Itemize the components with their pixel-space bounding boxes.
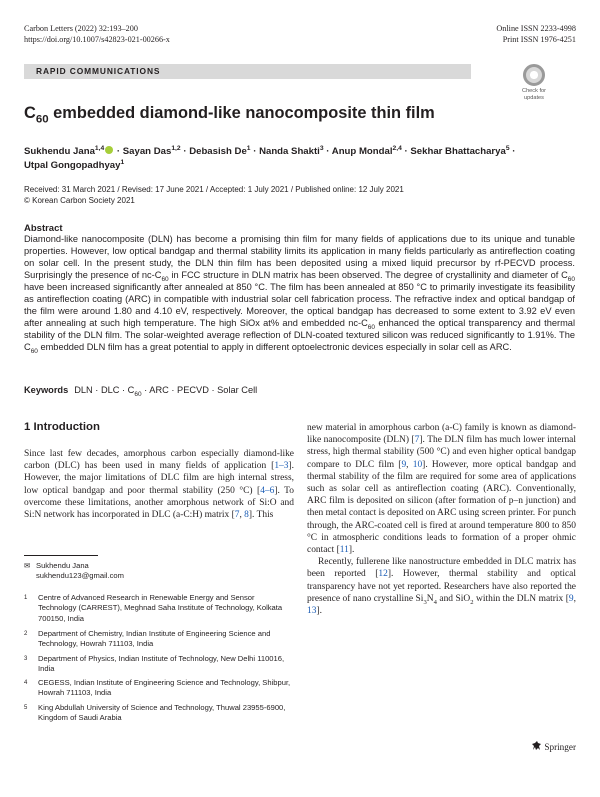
citation-link[interactable]: 11 [339,545,349,556]
citation-link[interactable]: 10 [412,459,423,470]
check-for-updates-button[interactable] [517,64,551,101]
abstract-heading: Abstract [24,223,63,234]
citation-link[interactable]: 4–6 [260,485,275,496]
running-header-right [496,23,576,45]
springer-horse-icon [531,741,542,751]
author-link[interactable]: Sekhar Bhattacharya$^5$ [410,144,510,157]
paragraph: Recently, fullerene like nanostructure embedded in DLC matrix has been reported [12]. However, thermal stability and optical transparency have not yet reported. Researchers have also reported the presence of nano crystalline $Si_3N_4$ and SiO$_2$ within the DLN matrix [9, 13]. [307,557,576,617]
author-link[interactable]: Utpal Gongopadhyay$^1$ [24,158,125,171]
body-column-left [24,448,294,521]
citation-link[interactable]: 9 [401,459,407,470]
running-header-left [24,23,170,45]
author-list: Sukhendu Jana$^{1,4}$ · Sayan Das$^{1,2}$ · Debasish $De^1$ · Nanda Shakti$^3$ · Anup Mondal$^{2,4}$ · Sekhar Bhattacharya$^5$ · Utpal Gongopadhyay$^1$ [24,144,516,171]
citation-link[interactable]: 12 [378,569,388,580]
author-link[interactable]: Sayan Das$^{1,2}$ [122,144,181,157]
footnote-rule [24,555,98,556]
author-link[interactable]: Sukhendu Jana$^{1,4}$ [24,144,105,157]
abstract-text: Diamond-like nanocomposite (DLN) has become a promising thin film for many fields of applications due to its unique and tunable properties. However, low optical bandgap and thermal stability limits its application in many fields particularly as antireflection coating on solar cell. In the present study, the DLN thin film has been deposited using a mixed liquid precursor by rf-PECVD process. Surprisingly the presence of $nc-C_{60}$ in FCC structure in DLN matrix has been observed. The degree of crystallinity and diameter of $C_{60}$ have been increased significantly after annealed at 850 °C. The film has been annealed at 850 °C to primarily investigate its feasibility as antireflection coating (ARC) in compatible with industrial solar cell fabrication process. The refractive index and optical bandgap of the film were around 1.80 and 4.10 eV, respectively. Moreover, the optical bandgap has decreased to some extent to 3.92 eV even after annealing at such high temperature. The high SiOx at% and embedded $nc-C_{60}$ enhanced the optical transparency and thermal stability of the DLN film. The solar-weighted average reflection of DLN-coated textured silicon was reduced significantly to 1.91%. The $C_{60}$ embedded DLN film has a great potential to apply in different optoelectronic devices especially in solar cell as ARC. [24,234,576,356]
date-history: Received: 31 March 2021 / Revised: 17 June 2021 / Accepted: 1 July 2021 / Published online: 12 July 2021 [24,185,404,194]
publisher-logo: Springer [531,741,576,752]
check-updates-icon [523,64,545,86]
contact-email[interactable]: sukhendu123@gmail.com [36,571,124,581]
citation-link[interactable]: 7 [234,510,240,521]
section-heading-introduction: 1 Introduction [24,421,100,433]
author-link[interactable]: Anup Mondal$^{2,4}$ [331,144,402,157]
body-column-right [307,422,576,617]
journal-citation: Carbon Letters (2022) 32:193–200 [24,24,138,33]
copyright: © Korean Carbon Society 2021 [24,195,135,205]
article-title: $C_{60}$ embedded diamond-like nanocomposite thin film [24,104,435,126]
citation-link[interactable]: 13 [307,606,317,617]
check-updates-label: Check for updates [522,88,546,101]
envelope-icon: ✉ [24,561,31,570]
print-issn: Print ISSN 1976-4251 [502,35,576,44]
publication-dates [24,185,574,207]
online-issn: Online ISSN 2233-4998 [496,24,576,33]
citation-link[interactable]: 8 [244,510,249,521]
citation-link[interactable]: 7 [414,435,420,446]
contact-name: Sukhendu Jana [36,561,89,570]
doi-link[interactable]: https://doi.org/10.1007/s42823-021-00266-x [24,35,170,44]
paragraph: Since last few decades, amorphous carbon especially diamond-like carbon (DLC) has been used in many fields of application [1–3]. However, the major limitations of DLC film are high internal stress, low optical bandgap and poor thermal stability (250 °C) [4–6]. To overcome these limitations, another amorphous network of Si:O and Si:N network has incorporated in DLC (a-C:H) matrix [7, 8]. This [24,449,295,521]
keywords: Keywords DLN · DLC · $C_{60}$ · ARC · PECVD · Solar Cell [24,385,258,398]
article-type-banner: RAPID COMMUNICATIONS [24,64,471,79]
corresponding-author [24,561,294,582]
keywords-label: Keywords [24,385,69,395]
orcid-icon[interactable] [105,146,113,154]
paragraph: new material in amorphous carbon (a-C) family is known as diamond-like nanocomposite (DLN) [7]. The DLN film has much lower internal stress, high thermal stability (500 °C) and even higher optical bandgap compare to DLC film [9, 10]. However, more optical bandgap and thermal stability of the film are required for some area of applications such as solar cell as antireflection coating (ARC). Conventionally, ARC film is deposited on silicon (after formation of p–n junction) and then metal contact is deposited on ARC using screen printer. For punch through, the ARC-coated cell is fired at around temperature 800 to 850 °C in atmospheric conditions leads to formation of a proper ohmic contact [11]. [307,423,576,556]
author-link[interactable]: Debasish De$^1$ [189,144,251,157]
author-link[interactable]: Nanda Shakti$^3$ [259,144,324,157]
citation-link[interactable]: 1–3 [274,461,289,472]
citation-link[interactable]: 9 [568,593,574,604]
